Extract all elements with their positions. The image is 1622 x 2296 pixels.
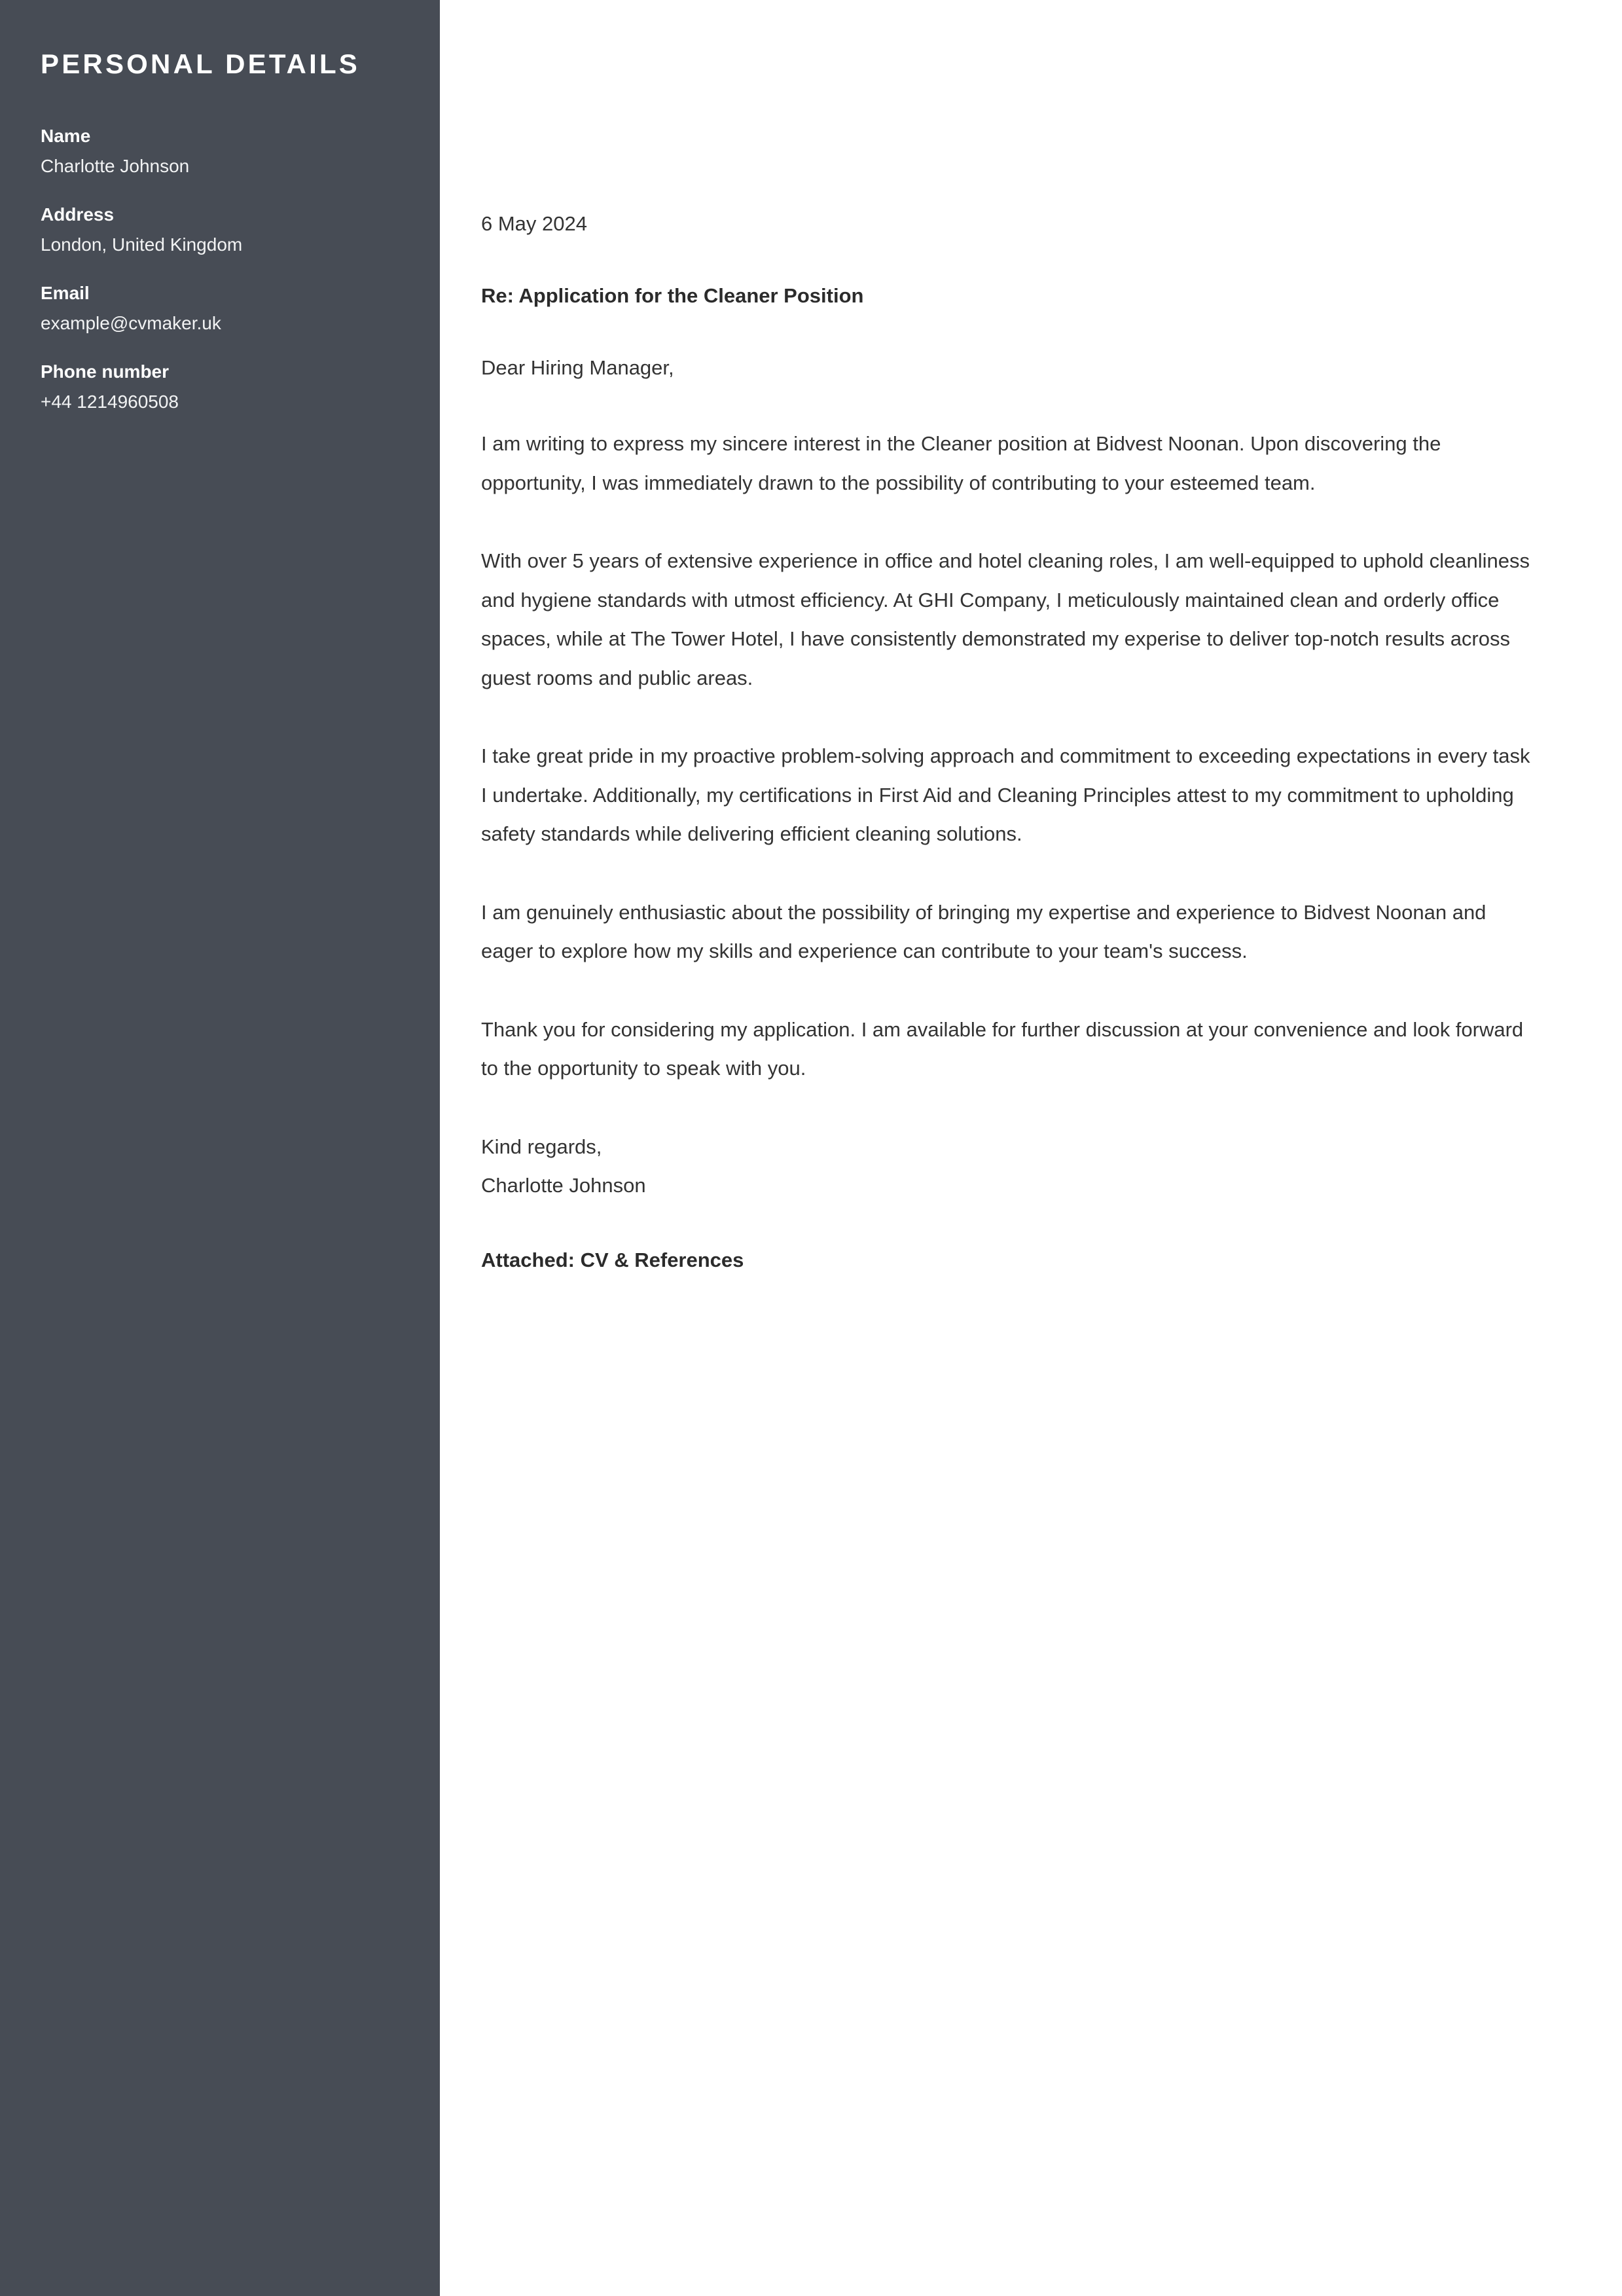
signature-name: Charlotte Johnson xyxy=(481,1174,646,1197)
detail-value-phone: +44 1214960508 xyxy=(41,391,179,412)
detail-value-address: London, United Kingdom xyxy=(41,234,243,255)
detail-label-address: Address xyxy=(41,204,115,225)
letter-date: 6 May 2024 xyxy=(481,212,587,235)
detail-block-phone xyxy=(41,358,399,416)
detail-block-email xyxy=(41,280,399,337)
sidebar-heading: PERSONAL DETAILS xyxy=(41,48,361,79)
cover-letter xyxy=(481,0,1532,1276)
detail-label-email: Email xyxy=(41,282,90,303)
letter-paragraph: I take great pride in my proactive problem-solving approach and commitment to exceeding expectations in every task I undertake. Additionally, my certifications in First Aid and Cleaning Principles attest to my commitment to upholding safety standards while delivering efficient cleaning solutions. xyxy=(481,744,1530,846)
detail-value-email: example@cvmaker.uk xyxy=(41,312,221,333)
letter-attachment-note: Attached: CV & References xyxy=(481,1248,744,1271)
letter-closing xyxy=(481,1127,1532,1205)
detail-block-name xyxy=(41,122,399,180)
letter-paragraph: With over 5 years of extensive experience in office and hotel cleaning roles, I am well-equipped to uphold cleanliness and hygiene standards with utmost efficiency. At GHI Company, I meticulously maintained clean and orderly office spaces, while at The Tower Hotel, I have consistently demonstrated my experise to deliver top-notch results across guest rooms and public areas. xyxy=(481,549,1530,689)
letter-paragraph: Thank you for considering my application. I am available for further discussion at your convenience and look forward to the opportunity to speak with you. xyxy=(481,1017,1524,1080)
closing-salutation: Kind regards, xyxy=(481,1135,602,1158)
personal-details-sidebar xyxy=(0,0,440,2296)
letter-salutation: Dear Hiring Manager, xyxy=(481,356,674,380)
detail-label-phone: Phone number xyxy=(41,361,170,382)
letter-body-area xyxy=(440,0,1622,2296)
letter-paragraph: I am genuinely enthusiastic about the possibility of bringing my expertise and experience to Bidvest Noonan and eager to explore how my skills and experience can contribute to your team's success. xyxy=(481,900,1487,963)
detail-value-name: Charlotte Johnson xyxy=(41,155,190,176)
letter-subject-line: Re: Application for the Cleaner Position xyxy=(481,284,864,308)
detail-block-address xyxy=(41,201,399,259)
detail-label-name: Name xyxy=(41,125,91,146)
letter-paragraph: I am writing to express my sincere interest in the Cleaner position at Bidvest Noonan. Upon discovering the opportunity, I was immediately drawn to the possibility of contributing to your esteemed team. xyxy=(481,432,1441,494)
